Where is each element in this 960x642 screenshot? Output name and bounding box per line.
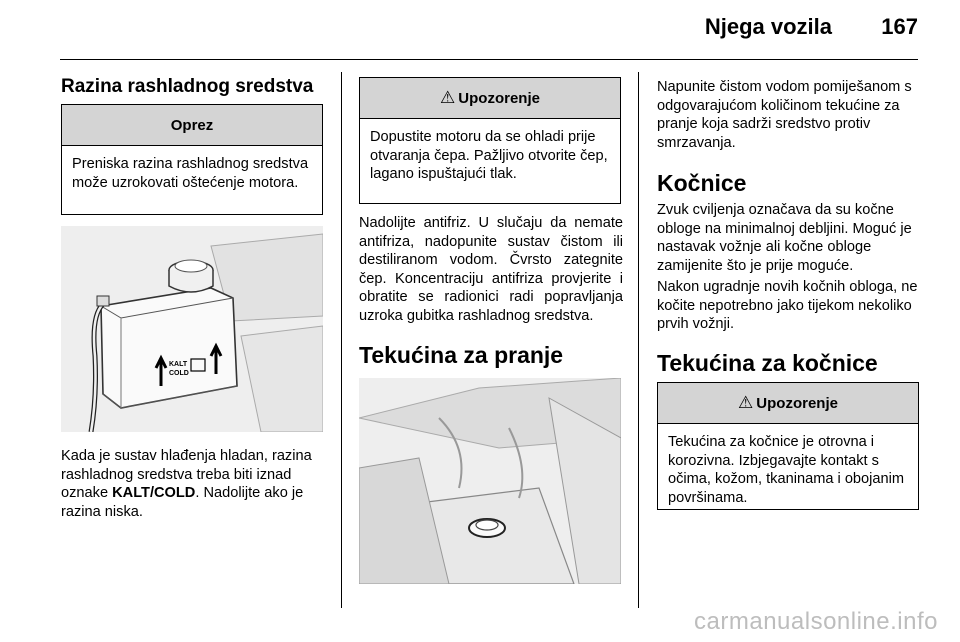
page-number: 167 (881, 14, 918, 39)
kalt-cold-bold: KALT/COLD (112, 485, 196, 501)
kalt-mark-label: KALT (169, 361, 188, 368)
caution-box-text: Preniska razina rashladnog sredstva može uzrokovati oštećenje motora. (72, 156, 309, 191)
coolant-reservoir-illustration (61, 226, 323, 432)
warning-box-text: Dopustite motoru da se ohladi prije otvaranja čepa. Pažljivo otvorite čep, lagano ispuštajući tlak. (370, 129, 608, 182)
section-title-coolant: Razina rashladnog sredstva (61, 76, 314, 97)
warning-box-brake-text: Tekućina za kočnice je otrovna i korozivna. Izbjegavajte kontakt s očima, kožom, tkaninama i obojanim površinama. (668, 434, 905, 506)
header-rule (60, 59, 918, 60)
caution-box-heading: Oprez (62, 105, 322, 146)
section-title-brakes: Kočnice (657, 170, 747, 196)
warning-box-brake-fluid (657, 382, 919, 510)
warning-box-brake-heading-text: Upozorenje (756, 394, 838, 412)
section-title-washer-fluid: Tekućina za pranje (359, 342, 564, 368)
warning-box-coolant (359, 77, 621, 204)
washer-intro-paragraph: Napunite čistom vodom pomiješanom s odgovarajućom količinom tekućine za pranje koja sadrži sredstvo protiv smrzavanja. (657, 79, 912, 151)
antifreeze-paragraph: Nadolijte antifriz. U slučaju da nemate antifriza, nadopunite sustav čistom ili destiliranom vodom. Čvrsto zategnite čep. Koncentraciju antifriza provjerite i obratite se radionici radi popravljanja uzroka gubitka rashladnog sredstva. (359, 215, 623, 324)
coolant-reservoir-image (61, 226, 323, 432)
column-divider-2 (638, 72, 639, 608)
brakes-paragraph-1: Zvuk cviljenja označava da su kočne obloge na minimalnoj debljini. Moguć je nastavak vožnje ali kočne obloge zamijenite što je prije moguće. (657, 202, 912, 274)
column-divider-1 (341, 72, 342, 608)
warning-box-brake-heading (658, 383, 918, 424)
cold-mark-label: COLD (169, 370, 189, 377)
section-title-brake-fluid: Tekućina za kočnice (657, 350, 878, 376)
watermark: carmanualsonline.info (694, 608, 938, 635)
caution-box (61, 104, 323, 215)
warning-triangle-icon: ⚠ (440, 88, 456, 107)
warning-triangle-icon: ⚠ (738, 393, 754, 412)
coolant-paragraph (61, 447, 325, 521)
warning-box-heading (360, 78, 620, 119)
washer-reservoir-image (359, 378, 621, 584)
coolant-paragraph-end: . Nadolijte ako je razina niska. (61, 485, 304, 520)
brakes-paragraph-2: Nakon ugradnje novih kočnih obloga, ne kočite nepotrebno jako tijekom nekoliko prvih vožnji. (657, 279, 918, 332)
washer-reservoir-illustration (359, 378, 621, 584)
page-header-title: Njega vozila (704, 14, 832, 39)
warning-box-heading-text: Upozorenje (458, 89, 540, 107)
coolant-paragraph-start: Kada je sustav hlađenja hladan, razina rashladnog sredstva treba biti iznad oznake (61, 448, 312, 501)
